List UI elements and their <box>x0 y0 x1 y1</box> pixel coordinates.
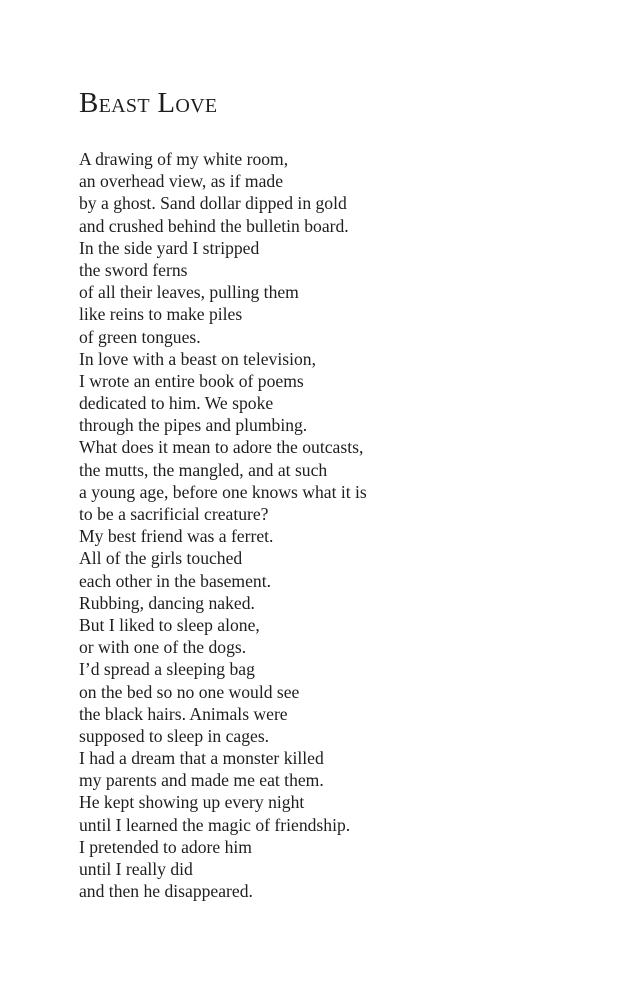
poem-line: supposed to sleep in cages. <box>79 725 270 746</box>
poem-line: until I really did <box>79 859 193 879</box>
poem-line: But I liked to sleep alone, <box>79 614 260 635</box>
poem-line: I’d spread a sleeping bag <box>79 659 255 680</box>
poem-line: the black hairs. Animals were <box>79 703 288 724</box>
poem-line: the sword ferns <box>79 259 188 280</box>
poem-line: like reins to make piles <box>79 304 243 325</box>
poem-line: A drawing of my white room, <box>79 149 289 169</box>
poem-line: until I learned the magic of friendship. <box>79 814 351 835</box>
poem-line: In love with a beast on television, <box>79 348 316 369</box>
poem-title: Beast Love <box>79 87 218 119</box>
poem-line: an overhead view, as if made <box>79 171 284 192</box>
poem-line: each other in the basement. <box>79 570 271 591</box>
poem-line: of all their leaves, pulling them <box>79 282 299 303</box>
poem-line: All of the girls touched <box>79 548 243 569</box>
poem-line: to be a sacrificial creature? <box>79 504 269 524</box>
poem-line: and crushed behind the bulletin board. <box>79 215 349 236</box>
poem-line: My best friend was a ferret. <box>79 526 274 547</box>
poem-line: a young age, before one knows what it is <box>79 481 367 502</box>
poem-line: dedicated to him. We spoke <box>79 393 274 414</box>
poem-line: I had a dream that a monster killed <box>79 748 324 769</box>
poem-line: What does it mean to adore the outcasts, <box>79 437 364 458</box>
poem-body <box>79 148 367 902</box>
poem-line: through the pipes and plumbing. <box>79 415 308 436</box>
poem-line: by a ghost. Sand dollar dipped in gold <box>79 193 347 214</box>
poem-line: and then he disappeared. <box>79 881 253 902</box>
poem-line: of green tongues. <box>79 326 201 347</box>
poem-line: I pretended to adore him <box>79 836 252 857</box>
poem-line: I wrote an entire book of poems <box>79 370 304 391</box>
poem-line: He kept showing up every night <box>79 792 305 813</box>
poem-line: Rubbing, dancing naked. <box>79 592 255 613</box>
poem-line: or with one of the dogs. <box>79 637 247 658</box>
poem-line: on the bed so no one would see <box>79 681 300 702</box>
poem-line: In the side yard I stripped <box>79 237 260 258</box>
poem-line: my parents and made me eat them. <box>79 770 324 791</box>
poem-line: the mutts, the mangled, and at such <box>79 459 328 480</box>
